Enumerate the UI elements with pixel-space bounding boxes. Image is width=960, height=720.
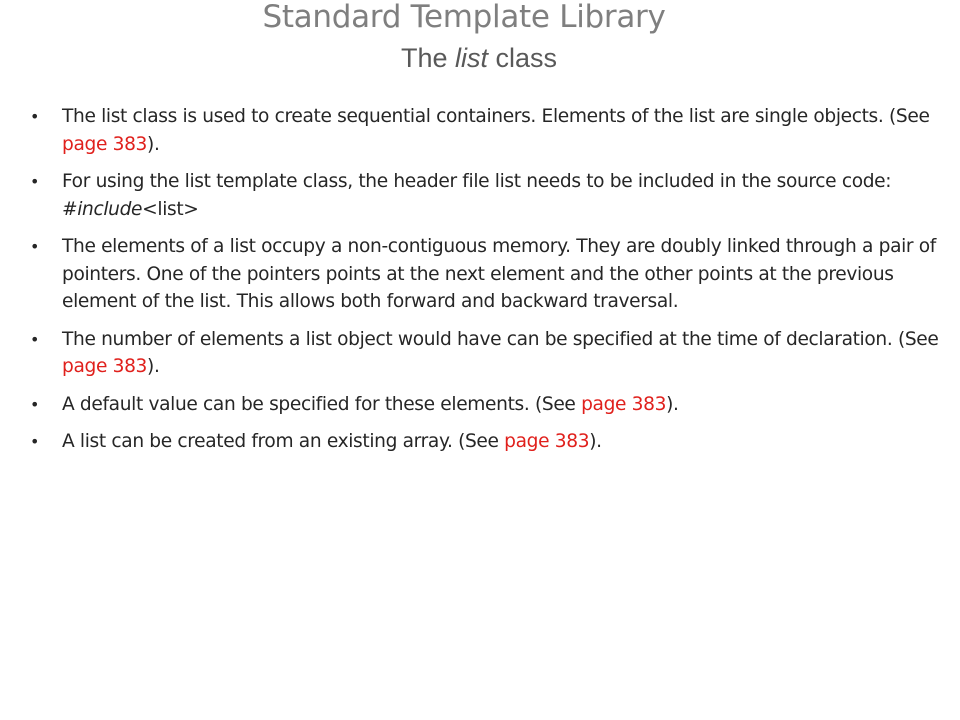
bullet-text: The elements of a list occupy a non-contiguous memory. They are doubly linked through a pair of pointers. One of the pointers points at the next element and the other points at the previous element of the list. This allows both forward and backward traversal. (62, 236, 937, 312)
title-block (0, 0, 928, 74)
bullet-item (28, 326, 956, 381)
bullet-text: A list can be created from an existing array. (See (62, 431, 505, 452)
bullet-dot-icon: • (30, 432, 40, 451)
slide-title: Standard Template Library (262, 0, 666, 35)
bullet-text: The list class is used to create sequential containers. Elements of the list are single objects. (See (62, 106, 930, 127)
bullet-item (28, 103, 956, 158)
slide-subtitle (0, 42, 928, 74)
page-reference-link[interactable]: page 383 (581, 393, 667, 415)
subtitle-emphasis: list (455, 43, 488, 73)
subtitle-suffix: class (488, 43, 558, 73)
bullet-text-tail: ). (589, 431, 602, 452)
bullet-text-tail: ). (147, 356, 160, 377)
page-reference-link[interactable]: page 383 (62, 356, 148, 377)
bullet-text: The number of elements a list object would have can be specified at the time of declaration. (See (62, 328, 939, 350)
bullet-text: A default value can be specified for these elements. (See (62, 393, 582, 415)
bullet-dot-icon: • (30, 394, 40, 414)
bullet-list (28, 103, 956, 466)
bullet-dot-icon: • (30, 107, 40, 126)
bullet-dot-icon: • (30, 329, 40, 349)
bullet-dot-icon: • (30, 237, 40, 256)
bullet-item (28, 391, 956, 419)
subtitle-prefix: The (400, 43, 455, 73)
include-header: <list> (142, 198, 199, 220)
page-reference-link[interactable]: page 383 (62, 133, 148, 155)
bullet-item (28, 168, 956, 223)
bullet-item (28, 233, 956, 316)
bullet-item (28, 428, 956, 456)
page-reference-link[interactable]: page 383 (504, 431, 590, 452)
include-directive: #include (62, 198, 143, 220)
bullet-text: For using the list template class, the header file list needs to be included in the source code: (62, 171, 892, 192)
bullet-text-tail: ). (147, 133, 160, 155)
bullet-text-tail: ). (666, 393, 679, 415)
bullet-dot-icon: • (30, 172, 40, 191)
